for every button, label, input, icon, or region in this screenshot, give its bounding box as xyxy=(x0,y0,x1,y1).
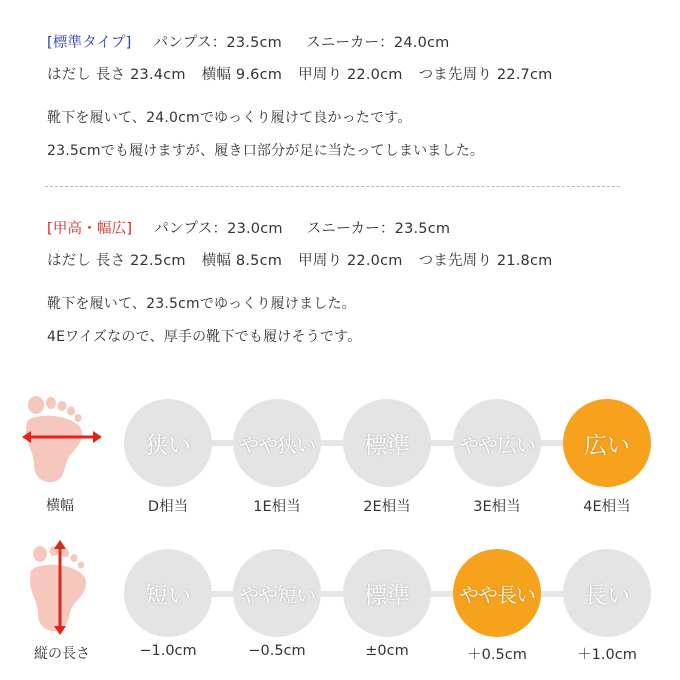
width-option-sub: 4E相当 xyxy=(583,499,631,515)
length-option-sub: −1.0cm xyxy=(139,643,197,659)
length-option-sub: ＋1.0cm xyxy=(577,647,637,663)
foot-length-icon xyxy=(26,540,102,636)
width-option-sub: D相当 xyxy=(147,499,189,515)
wide-comment-2: 4Eワイズなので、厚手の靴下でも履けそうです。 xyxy=(47,329,362,345)
foot-width-icon xyxy=(20,395,104,485)
standard-measure-instep: 甲周り 22.0cm xyxy=(298,67,403,83)
width-option-label: やや狭い xyxy=(239,432,315,457)
standard-measure-toe: つま先周り 22.7cm xyxy=(418,67,553,83)
length-option-sub: ＋0.5cm xyxy=(467,647,527,663)
wide-comment-1: 靴下を履いて、23.5cmでゆっくり履けました。 xyxy=(47,296,356,312)
standard-comment-1: 靴下を履いて、24.0cmでゆっくり履けて良かったです。 xyxy=(47,110,412,126)
width-option-label: 狭い xyxy=(145,432,191,459)
wide-measure-width: 横幅 8.5cm xyxy=(201,253,283,269)
wide-sneaker: スニーカー：23.5cm xyxy=(306,221,451,237)
length-option-1 xyxy=(124,549,212,637)
width-option-sub: 1E相当 xyxy=(253,499,301,515)
length-scale-label: 縦の長さ xyxy=(34,646,90,662)
length-option-3 xyxy=(343,549,431,637)
length-option-label: やや長い xyxy=(459,582,535,607)
length-option-2 xyxy=(233,549,321,637)
wide-measure-toe: つま先周り 21.8cm xyxy=(418,253,553,269)
wide-measure-instep: 甲周り 22.0cm xyxy=(298,253,403,269)
width-scale-label: 横幅 xyxy=(46,498,74,514)
width-option-1 xyxy=(124,399,212,487)
length-option-sub: −0.5cm xyxy=(248,643,306,659)
standard-tag: [標準タイプ] xyxy=(47,35,132,51)
length-option-label: やや短い xyxy=(239,582,315,607)
width-option-2 xyxy=(233,399,321,487)
wide-pumps: パンプス：23.0cm xyxy=(154,221,283,237)
width-option-label: 標準 xyxy=(364,432,410,459)
wide-measure-length: はだし 長さ 22.5cm xyxy=(47,253,186,269)
length-option-label: 短い xyxy=(145,582,191,609)
length-option-label: 標準 xyxy=(364,582,410,609)
width-option-sub: 3E相当 xyxy=(473,499,521,515)
wide-measure-line xyxy=(47,249,552,270)
width-option-sub: 2E相当 xyxy=(363,499,411,515)
width-option-label: 広い xyxy=(584,432,630,459)
standard-pumps: パンプス：23.5cm xyxy=(153,35,283,51)
standard-size-line xyxy=(47,31,450,52)
width-option-label: やや広い xyxy=(459,432,535,457)
width-option-4 xyxy=(453,399,541,487)
length-option-label: 長い xyxy=(584,582,630,609)
section-divider xyxy=(45,186,620,187)
standard-measure-width: 横幅 9.6cm xyxy=(201,67,283,83)
length-option-4 xyxy=(453,549,541,637)
length-option-sub: ±0cm xyxy=(365,643,409,659)
length-option-5 xyxy=(563,549,651,637)
wide-size-line xyxy=(47,217,450,238)
width-option-5 xyxy=(563,399,651,487)
standard-sneaker: スニーカー：24.0cm xyxy=(306,35,450,51)
width-option-3 xyxy=(343,399,431,487)
standard-measure-length: はだし 長さ 23.4cm xyxy=(47,67,186,83)
wide-tag: [甲高・幅広] xyxy=(47,221,133,237)
standard-comment-2: 23.5cmでも履けますが、履き口部分が足に当たってしまいました。 xyxy=(47,143,485,159)
standard-measure-line xyxy=(47,63,552,84)
